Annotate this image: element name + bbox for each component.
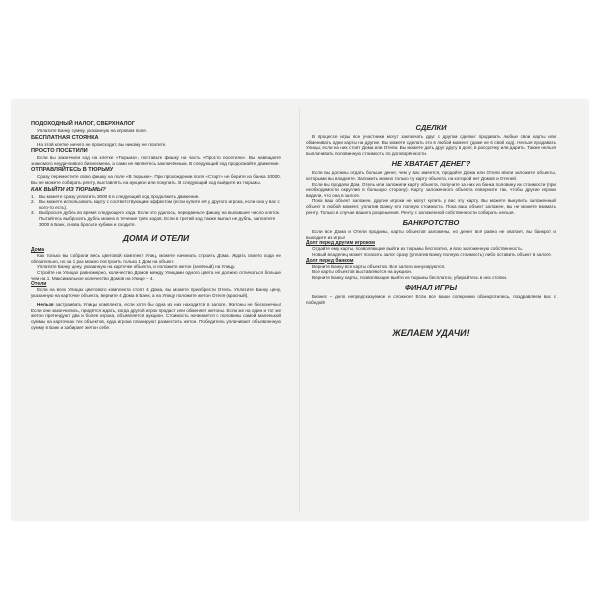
mortgage-body: застраивать Улицы комплекта, если хотя бы одна из них находится в залоге. Жетоны не бесконечны! Если они закончились, придётся ждать, когда другой игрок продаст или обменяет жетоны. Если же на один и тот же жетон претендуют два и более игрока, объявляется аукцион. Стоимость начинается с половины самой маленькой суммы на карточках тех объектов, куда игроки планируют разместить жетон. Победитель уплачивает объявленную сумму в Банк и забирает жетон себе. (31, 302, 281, 330)
tax-text: Уплатите Банку сумму, указанную на игровом поле. (37, 128, 148, 133)
debt-bank-text: Верните Банку все карты объектов. Все залоги аннулируются. (312, 263, 446, 269)
hotels-text: Если на всех Улицах цветового комплекта стоят 4 Дома, вы можете приобрести Отель. Уплатите Банку цену, указанную на карточке объекта, верните 4 Дома в Банк, а на Улицу положите жетон Отеля (красный). (31, 287, 281, 298)
bankruptcy-heading: БАНКРОТСТВО (402, 218, 460, 228)
exit-item-text: Вы можете сразу уплатить 3000 в в следующий ход продолжить движение. (39, 193, 200, 199)
money-text: Если вы продали Дом, Отель или заложили карту объекта, получите за них из банка половину их стоимости (при необходимости округлив в большую сторону). Карту заложенного объекта поверните так, чтобы другие игроки видели, что она в залоге. (306, 181, 556, 198)
mortgage-text (31, 302, 281, 330)
exit-item-number: 1. (31, 193, 35, 199)
visit-heading: ПРОСТО ПОСЕТИЛИ (31, 148, 88, 155)
mortgage-lead: Нельзя (37, 302, 54, 308)
houses-text: Как только вы собрали весь цветовой комплект Улиц, можете начинать строить Дома. Ждать своего хода не обязательно, но за 1 раз можно построить только 1 Дом на объект. (31, 253, 281, 264)
debt-bank-subheading: Долг перед банком (306, 257, 354, 264)
debt-player-subheading: Долг перед другим игроком (306, 240, 375, 247)
debt-player-text: Новый владелец может погасить залог сразу (уплатив Банку полную стоимость) либо оставить объект в залоге. (312, 251, 552, 257)
hotels-subheading: Отели (31, 281, 47, 288)
bankruptcy-text: Если все Дома и Отели проданы, карты объектов заложены, но денег всё равно не хватает, вы банкрот и выходите из игры! (306, 229, 556, 240)
right-column (306, 120, 556, 339)
deals-heading: СДЕЛКИ (415, 123, 447, 132)
houses-text: Уплатите Банку цену, указанную на карточке объекта, и положите жетон (зелёный) на Улицу. (37, 264, 236, 270)
debt-bank-text: Все карты объектов выставляются на аукцион. (312, 269, 413, 275)
exit-item-text: Вы можете использовать карту с соответствующим эффектом (если купите её у другого игрока, если она у вас с кого-то есть). (39, 199, 280, 210)
houses-subheading: Дома (31, 247, 45, 254)
money-heading: НЕ ХВАТАЕТ ДЕНЕГ? (391, 159, 471, 169)
final-text: Бизнес – дело непредсказуемое и сложное! Если все ваши соперники обанкротились, поздравляем вас с победой! (306, 294, 556, 305)
left-column (31, 120, 281, 330)
houses-text: Стройте на Улицах равномерно, количество Домов между Улицами одного цвета не должно отличаться больше чем на 1. Максимальное количество Домов на Улице – 4. (31, 269, 281, 281)
good-luck-heading: ЖЕЛАЕМ УДАЧИ! (392, 328, 470, 339)
debt-player-text: Отдайте ему карты, позволяющие выйти из тюрьмы бесплатно, и всю заложенную собственность. (312, 246, 523, 252)
exit-item (31, 210, 281, 227)
page-fold (299, 108, 300, 512)
exit-item-text: Выбросьте дубль во время следующего хода. Если это удалось, передвиньте фишку на выпавшее число клеток. Пытайтесь выбросить дубль можно в течение трёх ходов. Если в третий ход также выпал не дубль, заплатите 3000 в Банк, снова бросьте кубики и сходите. (39, 210, 281, 227)
money-text: Если вы должны отдать больше денег, чем у вас имеется, продайте Дома или Отели и/или заложите объекты, которыми вы владеете. Заложить можно только ту карту объекта, на которой нет Домов и Отелей. (306, 170, 556, 181)
exit-item-number: 2. (31, 199, 35, 205)
exit-heading: КАК ВЫЙТИ ИЗ ТЮРЬМЫ? (31, 186, 106, 193)
debt-bank-text: Верните Банку карты, позволяющие выйти из тюрьмы бесплатно, убирайтесь в низ стопки. (312, 274, 508, 280)
money-text: Пока ваш объект заложен, другие игроки не могут купить у вас эту карту. Вы можете выкупить заложенный объект в любой момент, уплатив Банку его полную стоимость. Пока ваш объект заложен, вы не можете взимать ренту. Только в случае вашего разрешения. Ренту с заложенной собственности собирать нельзя. (306, 198, 556, 215)
parking-heading: БЕСПЛАТНАЯ СТОЯНКА (31, 134, 99, 141)
tax-heading: ПОДОХОДНЫЙ НАЛОГ, СВЕРХНАЛОГ (31, 121, 136, 127)
deals-text: В процессе игры все участники могут заключать друг с другом сделки: продавать любые свои карты или обменивать одни карты на другие. Вы можете сделать это в любой момент (даже не в свой ход). Нельзя продавать Улицы, если на них стоят Дома или Отели. Вы можете дать друг другу в долг, в рассрочку или дарить. Также нельзя выплачивать половинную стоимость по договорённости. (306, 134, 556, 156)
parking-text: На этой клетке ничего не происходит, вы никому не платите. (37, 141, 167, 147)
houses-heading: ДОМА И ОТЕЛИ (122, 233, 190, 244)
exit-item-number: 3. (31, 210, 35, 216)
visit-text: Если вы закончили ход на клетке «Тюрьма», поставьте фишку на часть «Просто посетили». Вы навещаете знакомого неудачливого бизнесмена, а сами не являетесь заключённым. В следующий ход продолжайте движение. (31, 155, 281, 166)
jail-heading: ОТПРАВЛЯЙТЕСЬ В ТЮРЬМУ (31, 167, 114, 174)
jail-text: Сразу переместите свою фишку на поле «В тюрьме». При прохождении поля «Старт» не берите из банка 10000. Вы не можете собирать ренту, выставлять на аукцион или покупать. В следующий ход выйдите из тюрьмы. (31, 174, 281, 185)
final-heading: ФИНАЛ ИГРЫ (405, 283, 457, 293)
exit-item (31, 199, 281, 210)
